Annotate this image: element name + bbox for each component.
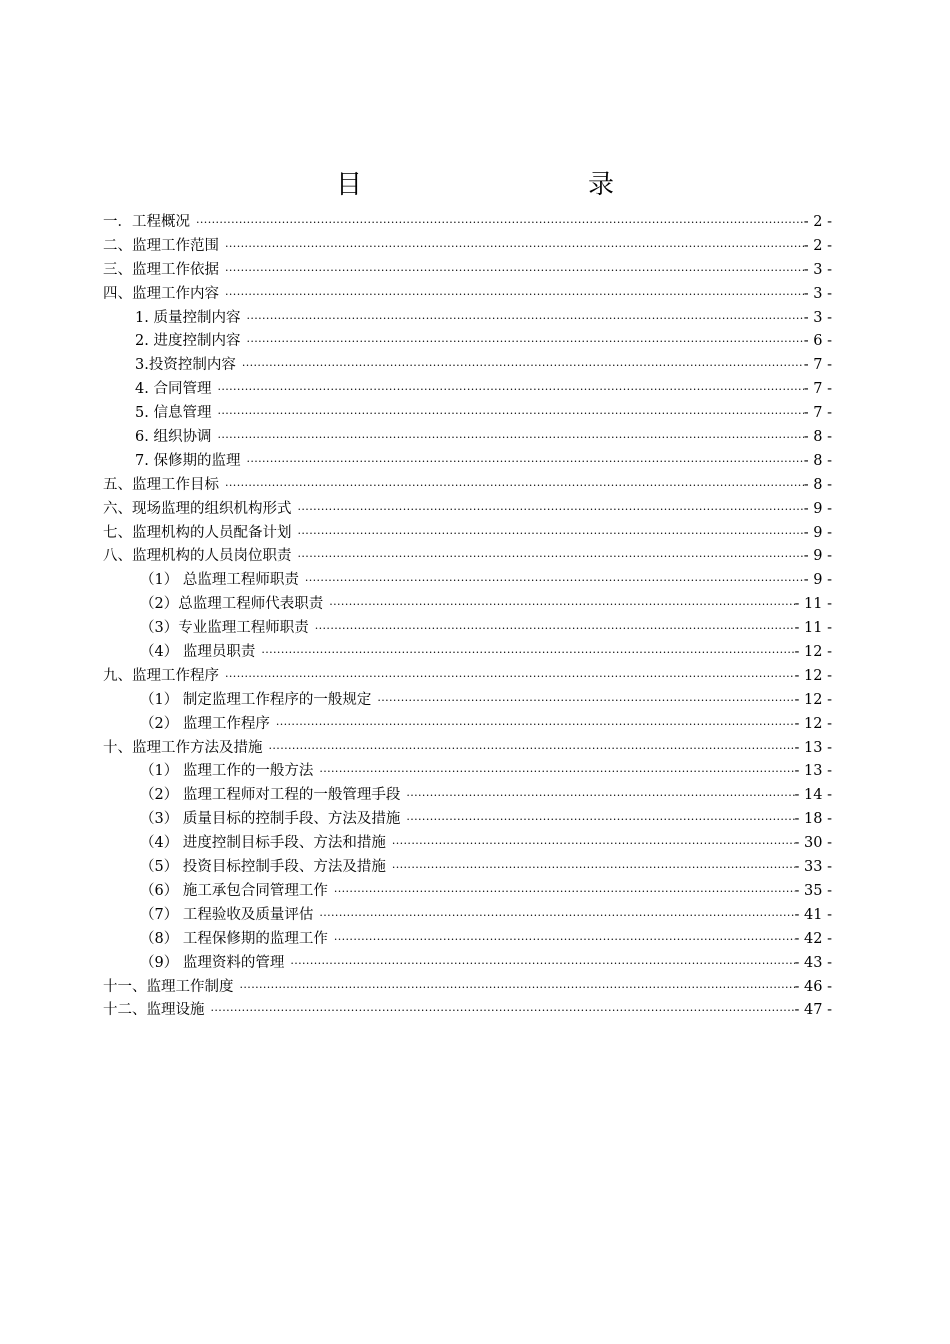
toc-entry-page-number: - 42 - <box>794 930 832 947</box>
toc-dot-leader <box>329 596 794 608</box>
toc-entry-page-number: - 9 - <box>803 548 832 565</box>
toc-dot-leader <box>225 477 804 489</box>
toc-dot-leader <box>246 310 803 322</box>
toc-entry-label: （2） 监理工程师对工程的一般管理手段 <box>140 787 401 804</box>
toc-entry-label: （5） 投资目标控制手段、方法及措施 <box>140 859 386 876</box>
toc-entry-page-number: - 33 - <box>794 859 832 876</box>
toc-entry-page-number: - 47 - <box>794 1002 832 1019</box>
toc-dot-leader <box>269 740 795 752</box>
toc-entry[interactable] <box>103 329 832 353</box>
toc-entry[interactable] <box>103 855 832 879</box>
toc-entry-page-number: - 9 - <box>803 572 832 589</box>
toc-entry-label: 2. 进度控制内容 <box>135 333 241 350</box>
toc-dot-leader <box>298 525 804 537</box>
toc-entry[interactable] <box>103 521 832 545</box>
toc-entry-label: （3）专业监理工程师职责 <box>140 620 309 637</box>
toc-entry-page-number: - 12 - <box>794 667 832 684</box>
toc-entry-page-number: - 2 - <box>803 237 832 254</box>
toc-dot-leader <box>211 1002 795 1014</box>
toc-entry[interactable] <box>103 258 832 282</box>
toc-dot-leader <box>225 262 804 274</box>
toc-entry-page-number: - 12 - <box>794 691 832 708</box>
toc-entry[interactable] <box>103 377 832 401</box>
toc-entry[interactable] <box>103 759 832 783</box>
toc-entry-label: 3.投资控制内容 <box>135 357 236 374</box>
toc-entry[interactable] <box>103 903 832 927</box>
toc-entry[interactable] <box>103 783 832 807</box>
toc-dot-leader <box>225 668 795 680</box>
toc-dot-leader <box>217 405 803 417</box>
toc-dot-leader <box>334 883 795 895</box>
toc-dot-leader <box>392 835 795 847</box>
toc-entry-label: （9） 监理资料的管理 <box>140 954 285 971</box>
toc-dot-leader <box>246 453 803 465</box>
toc-dot-leader <box>246 333 803 345</box>
toc-entry[interactable] <box>103 927 832 951</box>
toc-entry-label: 八、监理机构的人员岗位职责 <box>103 548 292 565</box>
toc-entry-page-number: - 12 - <box>794 644 832 661</box>
toc-entry-label: 十、监理工作方法及措施 <box>103 739 263 756</box>
toc-entry[interactable] <box>103 401 832 425</box>
toc-entry-page-number: - 43 - <box>794 954 832 971</box>
toc-entry-page-number: - 11 - <box>794 620 832 637</box>
toc-entry[interactable] <box>103 234 832 258</box>
toc-entry-label: 一．工程概况 <box>103 214 190 230</box>
toc-entry[interactable] <box>103 568 832 592</box>
toc-entry[interactable] <box>103 736 832 760</box>
toc-entry-label: 1. 质量控制内容 <box>135 309 241 326</box>
toc-entry-label: 4. 合同管理 <box>135 381 212 398</box>
toc-entry-label: 六、现场监理的组织机构形式 <box>103 500 292 517</box>
toc-entry-label: （3） 质量目标的控制手段、方法及措施 <box>140 811 401 828</box>
toc-entry-label: （1） 制定监理工作程序的一般规定 <box>140 691 372 708</box>
toc-dot-leader <box>298 548 804 560</box>
toc-dot-leader <box>217 429 803 441</box>
toc-entry[interactable] <box>103 592 832 616</box>
toc-dot-leader <box>196 214 804 226</box>
toc-entry-label: （6） 施工承包合同管理工作 <box>140 882 328 899</box>
toc-entry[interactable] <box>103 449 832 473</box>
toc-entry-page-number: - 7 - <box>803 405 832 422</box>
toc-entry-page-number: - 11 - <box>794 596 832 613</box>
toc-entry-page-number: - 8 - <box>803 429 832 446</box>
toc-entry[interactable] <box>103 688 832 712</box>
toc-entry-page-number: - 9 - <box>803 500 832 517</box>
toc-entry-page-number: - 3 - <box>803 261 832 278</box>
toc-entry-label: 5. 信息管理 <box>135 405 212 422</box>
toc-entry-page-number: - 6 - <box>803 333 832 350</box>
toc-entry-page-number: - 41 - <box>794 906 832 923</box>
toc-entry[interactable] <box>103 353 832 377</box>
toc-entry[interactable] <box>103 664 832 688</box>
toc-dot-leader <box>276 716 795 728</box>
toc-list <box>103 210 832 1022</box>
toc-entry[interactable] <box>103 879 832 903</box>
toc-dot-leader <box>240 979 795 991</box>
toc-entry-page-number: - 7 - <box>803 381 832 398</box>
toc-entry-label: （2）总监理工程师代表职责 <box>140 596 324 613</box>
toc-entry-label: 6. 组织协调 <box>135 429 212 446</box>
toc-entry-page-number: - 46 - <box>794 978 832 995</box>
toc-entry-label: （2） 监理工作程序 <box>140 715 270 732</box>
toc-entry[interactable] <box>103 282 832 306</box>
toc-entry[interactable] <box>103 497 832 521</box>
toc-dot-leader <box>298 501 804 513</box>
toc-entry-page-number: - 14 - <box>794 787 832 804</box>
toc-entry[interactable] <box>103 425 832 449</box>
toc-entry-page-number: - 35 - <box>794 882 832 899</box>
toc-entry-page-number: - 30 - <box>794 835 832 852</box>
toc-entry-page-number: - 3 - <box>803 309 832 326</box>
toc-entry-page-number: - 8 - <box>803 452 832 469</box>
toc-entry[interactable] <box>103 998 832 1022</box>
toc-entry[interactable] <box>103 306 832 330</box>
toc-entry-page-number: - 3 - <box>803 285 832 302</box>
toc-entry-label: 7. 保修期的监理 <box>135 452 241 469</box>
toc-dot-leader <box>225 286 804 298</box>
toc-entry-label: 七、监理机构的人员配备计划 <box>103 524 292 541</box>
toc-entry[interactable] <box>103 544 832 568</box>
toc-dot-leader <box>406 787 794 799</box>
toc-entry[interactable] <box>103 831 832 855</box>
toc-entry[interactable] <box>103 712 832 736</box>
toc-entry[interactable] <box>103 807 832 831</box>
toc-entry[interactable] <box>103 640 832 664</box>
toc-entry-page-number: - 13 - <box>794 763 832 780</box>
toc-entry-label: 四、监理工作内容 <box>103 285 219 302</box>
toc-entry-label: （8） 工程保修期的监理工作 <box>140 930 328 947</box>
toc-entry-page-number: - 9 - <box>803 524 832 541</box>
toc-entry-page-number: - 2 - <box>803 214 832 230</box>
toc-entry-label: （7） 工程验收及质量评估 <box>140 906 314 923</box>
toc-dot-leader <box>261 644 794 656</box>
toc-dot-leader <box>406 811 794 823</box>
toc-entry[interactable] <box>103 975 832 999</box>
toc-dot-leader <box>242 357 804 369</box>
toc-dot-leader <box>305 572 804 584</box>
toc-dot-leader <box>319 763 794 775</box>
toc-entry-label: （4） 监理员职责 <box>140 644 256 661</box>
toc-entry-label: 十一、监理工作制度 <box>103 978 234 995</box>
toc-entry-label: 十二、监理设施 <box>103 1002 205 1019</box>
toc-dot-leader <box>392 859 795 871</box>
toc-entry-page-number: - 7 - <box>803 357 832 374</box>
toc-dot-leader <box>217 381 803 393</box>
toc-entry-label: 二、监理工作范围 <box>103 237 219 254</box>
toc-entry[interactable] <box>103 951 832 975</box>
toc-entry-page-number: - 18 - <box>794 811 832 828</box>
toc-entry[interactable] <box>103 210 832 234</box>
toc-entry-label: （1） 监理工作的一般方法 <box>140 763 314 780</box>
toc-entry-label: （1） 总监理工程师职责 <box>140 572 299 589</box>
toc-dot-leader <box>290 955 794 967</box>
toc-dot-leader <box>377 692 794 704</box>
toc-entry-page-number: - 13 - <box>794 739 832 756</box>
toc-entry-label: 五、监理工作目标 <box>103 476 219 493</box>
toc-entry-page-number: - 8 - <box>803 476 832 493</box>
toc-entry-label: 三、监理工作依据 <box>103 261 219 278</box>
toc-entry-label: 九、监理工作程序 <box>103 667 219 684</box>
toc-dot-leader <box>225 238 804 250</box>
toc-dot-leader <box>319 907 794 919</box>
toc-entry-page-number: - 12 - <box>794 715 832 732</box>
toc-dot-leader <box>315 620 795 632</box>
toc-dot-leader <box>334 931 795 943</box>
toc-entry[interactable] <box>103 473 832 497</box>
toc-entry-label: （4） 进度控制目标手段、方法和措施 <box>140 835 386 852</box>
toc-entry[interactable] <box>103 616 832 640</box>
toc-title: 目 录 <box>335 170 714 200</box>
